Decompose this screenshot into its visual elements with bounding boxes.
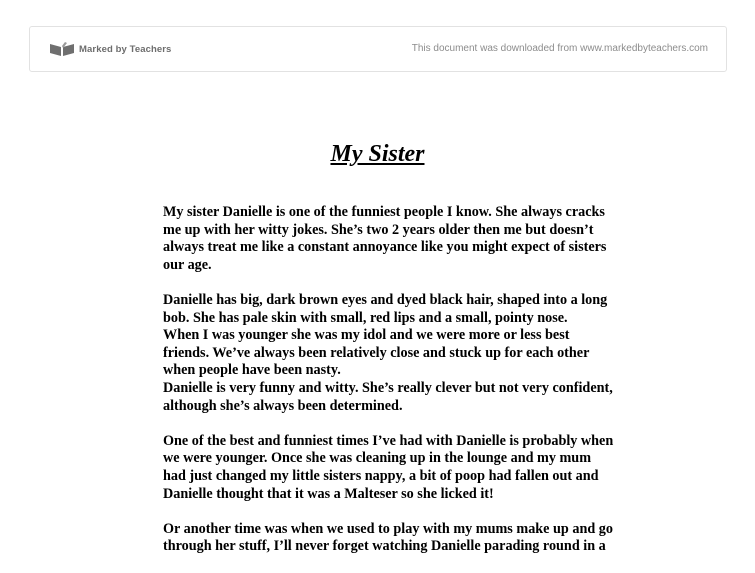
brand-name: Marked by Teachers [79,43,172,55]
text-line: we were younger. Once she was cleaning up in the lounge and my mum [163,450,592,467]
text-line: Or another time was when we used to play with my mums make up and go [163,520,613,537]
brand-logo[interactable] [49,41,171,57]
text-line: Danielle thought that it was a Malteser so she licked it! [163,485,494,502]
text-line: bob. She has pale skin with small, red lips and a small, pointy nose. [163,309,568,326]
paragraph [163,204,619,274]
document-body [163,204,619,573]
text-line: When I was younger she was my idol and we were more or less best [163,327,570,344]
text-line: through her stuff, I’ll never forget watching Danielle parading round in a [163,538,606,555]
text-line: me up with her witty jokes. She’s two 2 years older then me but doesn’t [163,221,594,238]
text-line: My sister Danielle is one of the funniest people I know. She always cracks [163,204,605,220]
download-source-note: This document was downloaded from www.markedbyteachers.com [411,43,708,54]
text-line: Danielle is very funny and witty. She’s really clever but not very confident, [163,379,613,396]
text-line: although she’s always been determined. [163,397,403,414]
text-line: friends. We’ve always been relatively close and stuck up for each other [163,344,590,361]
text-line: had just changed my little sisters nappy, a bit of poop had fallen out and [163,467,599,484]
document-title: My Sister [330,141,425,167]
text-line: always treat me like a constant annoyance like you might expect of sisters [163,239,607,256]
paragraph [163,433,619,503]
text-line: when people have been nasty. [163,362,341,379]
text-line: our age. [163,256,212,273]
paragraph [163,292,619,415]
book-logo-icon [49,41,75,57]
download-banner [29,26,727,72]
text-line: Danielle has big, dark brown eyes and dyed black hair, shaped into a long [163,291,608,308]
paragraph [163,521,619,556]
text-line: One of the best and funniest times I’ve had with Danielle is probably when [163,432,614,449]
